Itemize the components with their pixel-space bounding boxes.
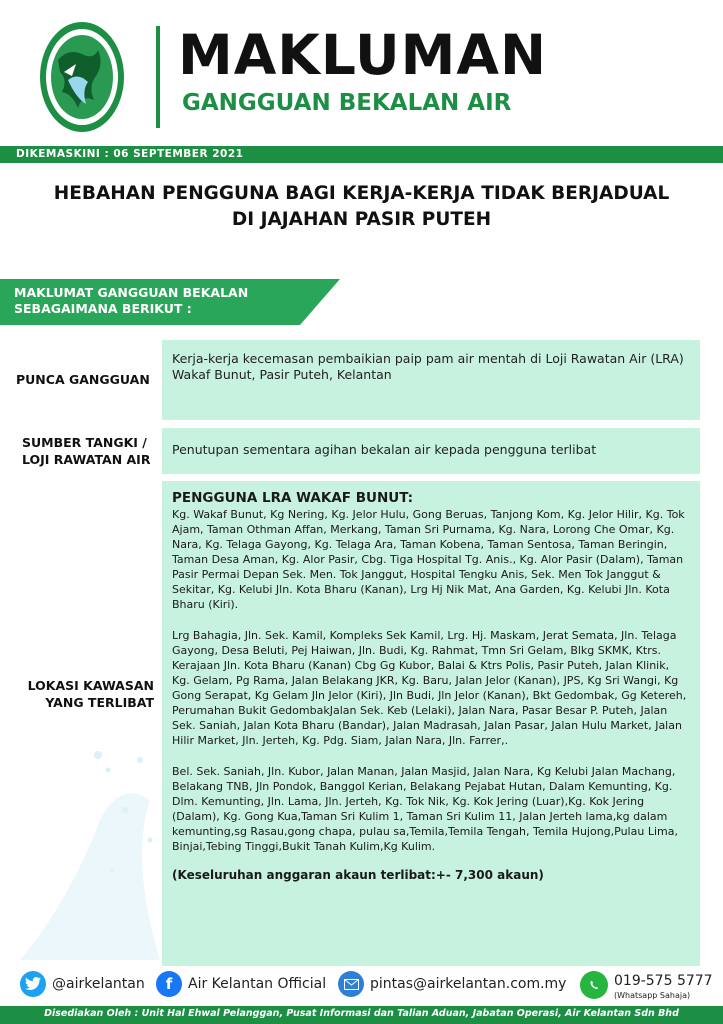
- punca-box: [162, 340, 700, 420]
- sumber-label-line1: SUMBER TANGKI /: [22, 435, 147, 450]
- notice-heading: [0, 181, 723, 233]
- facebook-contact[interactable]: [156, 971, 326, 997]
- punca-value: Kerja-kerja kecemasan pembaikian paip pam air mentah di Loji Rawatan Air (LRA) Wakaf Bunut, Pasir Puteh, Kelantan: [172, 351, 684, 382]
- prepared-by: Disediakan Oleh : Unit Hal Ehwal Pelanggan, Pusat Informasi dan Talian Aduan, Jabatan Operasi, Air Kelantan Sdn Bhd: [44, 1008, 679, 1019]
- sumber-value: Penutupan sementara agihan bekalan air kepada pengguna terlibat: [172, 442, 597, 457]
- header-divider: [156, 26, 160, 128]
- sumber-box: [162, 428, 700, 474]
- email-icon: [338, 971, 364, 997]
- sumber-label-line2: LOJI RAWATAN AIR: [22, 452, 151, 467]
- lokasi-paragraph-1: Kg. Wakaf Bunut, Kg Nering, Kg. Jelor Hulu, Gong Beruas, Tanjong Kom, Kg. Jelor Hilir, Kg. Tok Ajam, Taman Othman Affan, Merkang, Taman Sri Purnama, Kg. Nara, Lorong Che Omar, Kg. Nara, Kg. Telaga Gayong, Kg. Telaga Ara, Taman Kobena, Taman Sentosa, Taman Beringin, Taman Desa Aman, Kg. Alor Pasir, Cbg. Tiga Hospital Tg. Anis., Kg. Alor Pasir (Dalam), Taman Pasir Permai Depan Sek. Men. Tok Janggut, Hospital Tengku Anis, Sek. Men Tok Janggut & Sekitar, Kg. Kelubi Jln. Kota Bharu (Kanan), Lrg Hj Nik Mat, Ana Garden, Kg. Kelubi Jln. Kota Bharu (Kiri).: [172, 508, 685, 611]
- total-accounts: (Keseluruhan anggaran akaun terlibat:+- 7,300 akaun): [172, 868, 544, 882]
- sumber-label: [22, 434, 150, 468]
- page-title: MAKLUMAN: [178, 23, 547, 87]
- page-subtitle: GANGGUAN BEKALAN AIR: [182, 90, 512, 116]
- notice-heading-line1: HEBAHAN PENGGUNA BAGI KERJA-KERJA TIDAK BERJADUAL: [53, 183, 670, 204]
- lokasi-paragraph-2: Lrg Bahagia, Jln. Sek. Kamil, Kompleks Sek Kamil, Lrg. Hj. Maskam, Jerat Semata, Jln. Telaga Gayong, Desa Beluti, Pej Haiwan, Jln. Budi, Kg. Rahmat, Tmn Sri Gelam, Blkg SKMK, Ktrs. Kerajaan Jln. Kota Bharu (Kanan) Cbg Gg Kubor, Balai & Ktrs Polis, Pasir Puteh, Jalan Klinik, Kg. Gelam, Pg Rama, Jalan Belakang JKR, Kg. Baru, Jalan Jelor (Kanan), JPS, Kg Sri Wangi, Kg Gong Serapat, Kg Gelam Jln Jelor (Kiri), Jln Budi, Jln Jelor (Kanan), Bkt Gedombak, Gg Ketereh, Perumahan Bukit GedombakJalan Sek. Keb (Lelaki), Jalan Nara, Pasar Besar P. Puteh, Jalan Sek. Saniah, Jalan Kota Bharu (Bandar), Jalan Madrasah, Jalan Pasar, Jalan Hulu Market, Jalan Hilir Market, Jln. Jerteh, Kg. Pdg. Siam, Jalan Nara, Jln. Farrer,.: [172, 629, 687, 747]
- twitter-handle: @airkelantan: [52, 976, 145, 992]
- lokasi-label: [22, 677, 154, 711]
- email-contact[interactable]: [338, 971, 566, 997]
- twitter-icon: [20, 971, 46, 997]
- lokasi-paragraph-3: Bel. Sek. Saniah, Jln. Kubor, Jalan Manan, Jalan Masjid, Jalan Nara, Kg Kelubi Jalan Machang, Belakang TNB, Jln Pondok, Banggol Kerian, Belakang Pejabat Hutan, Dalam Kemunting, Kg. Dlm. Kemunting, Jln. Lama, Jln. Jerteh, Kg. Tok Nik, Kg. Kok Jering (Luar),Kg. Kok Jering (Dalam), Kg. Gong Kua,Taman Sri Kulim 1, Taman Sri Kulim 11, Jalan Jerteh lama,kg dalam kemunting,sg Rasau,gong chapa, pulau sa,Temila,Temila Tengah, Temila Hujong,Pulau Lima, Binjai,Tebing Tinggi,Bukit Tanah Kulim,Kg Kulim.: [172, 765, 678, 853]
- lokasi-label-line1: LOKASI KAWASAN: [27, 678, 154, 693]
- lokasi-heading: PENGGUNA LRA WAKAF BUNUT:: [172, 490, 414, 506]
- facebook-icon: f: [156, 971, 182, 997]
- update-date: DIKEMASKINI : 06 SEPTEMBER 2021: [16, 148, 244, 160]
- facebook-name: Air Kelantan Official: [188, 976, 327, 992]
- lokasi-label-line2: YANG TERLIBAT: [45, 695, 154, 710]
- notice-heading-line2: DI JAJAHAN PASIR PUTEH: [231, 209, 492, 230]
- water-drops-decoration: [0, 600, 170, 960]
- twitter-contact[interactable]: [20, 971, 145, 997]
- section-heading: [14, 285, 248, 317]
- lokasi-box: [162, 481, 700, 969]
- phone-number: 019-575 5777: [614, 973, 713, 989]
- section-heading-line2: SEBAGAIMANA BERIKUT :: [14, 301, 192, 316]
- whatsapp-icon: [580, 971, 608, 999]
- air-kelantan-logo: [38, 20, 126, 134]
- phone-note: (Whatsapp Sahaja): [614, 991, 691, 1000]
- punca-label: PUNCA GANGGUAN: [16, 372, 150, 387]
- email-address: pintas@airkelantan.com.my: [370, 976, 567, 992]
- footer: [0, 966, 723, 1006]
- section-heading-line1: MAKLUMAT GANGGUAN BEKALAN: [14, 285, 249, 300]
